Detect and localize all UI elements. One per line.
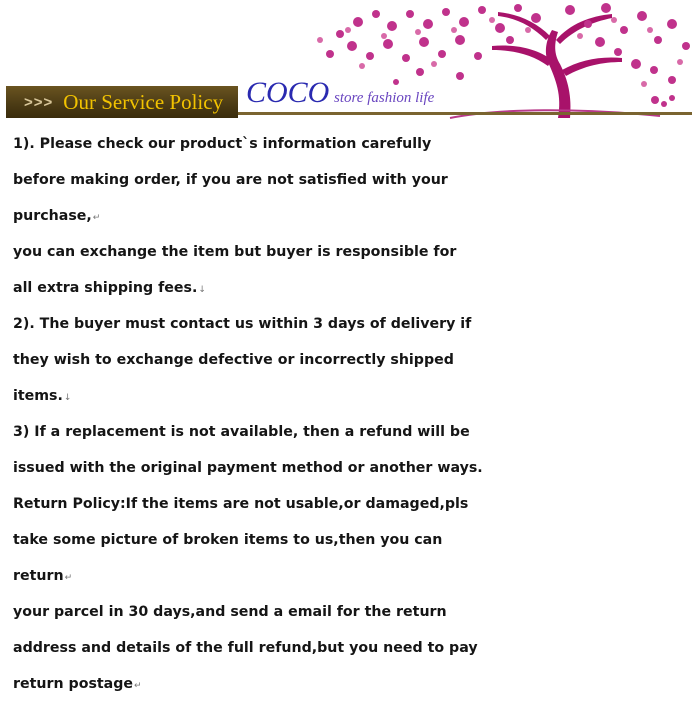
policy-line: issued with the original payment method or another ways.: [13, 460, 483, 476]
service-policy-tab: [6, 86, 238, 118]
policy-line: address and details of the full refund,but you need to pay: [13, 640, 478, 656]
policy-line: 2). The buyer must contact us within 3 days of delivery if: [13, 316, 472, 332]
policy-line: they wish to exchange defective or incorrectly shipped: [13, 352, 454, 368]
arrows-icon: >>>: [24, 93, 54, 111]
policy-line: 1). Please check our product`s information carefully: [13, 136, 432, 152]
policy-line: your parcel in 30 days,and send a email for the return: [13, 604, 447, 620]
policy-line: purchase,↵: [13, 208, 101, 224]
paragraph-mark-icon: ↓: [63, 393, 72, 403]
policy-line: take some picture of broken items to us,then you can: [13, 532, 443, 548]
policy-line: return↵: [13, 568, 73, 584]
paragraph-mark-icon: ↵: [92, 213, 101, 223]
policy-line: before making order, if you are not satisfied with your: [13, 172, 448, 188]
policy-line: items.↓: [13, 388, 72, 404]
banner-divider: [238, 112, 692, 115]
brand-name: COCO: [246, 76, 330, 109]
policy-line: you can exchange the item but buyer is responsible for: [13, 244, 457, 260]
brand-tagline: store fashion life: [334, 90, 435, 106]
policy-line: Return Policy:If the items are not usable,or damaged,pls: [13, 496, 469, 512]
policy-banner: [0, 0, 700, 122]
paragraph-mark-icon: ↵: [134, 681, 142, 691]
policy-line: 3) If a replacement is not available, then a refund will be: [13, 424, 470, 440]
policy-line: all extra shipping fees.↓: [13, 280, 206, 296]
policy-line: return postage↵: [13, 676, 142, 692]
policy-text: [13, 126, 693, 702]
banner-title: Our Service Policy: [63, 89, 224, 114]
paragraph-mark-icon: ↓: [198, 285, 206, 295]
paragraph-mark-icon: ↵: [64, 573, 73, 583]
